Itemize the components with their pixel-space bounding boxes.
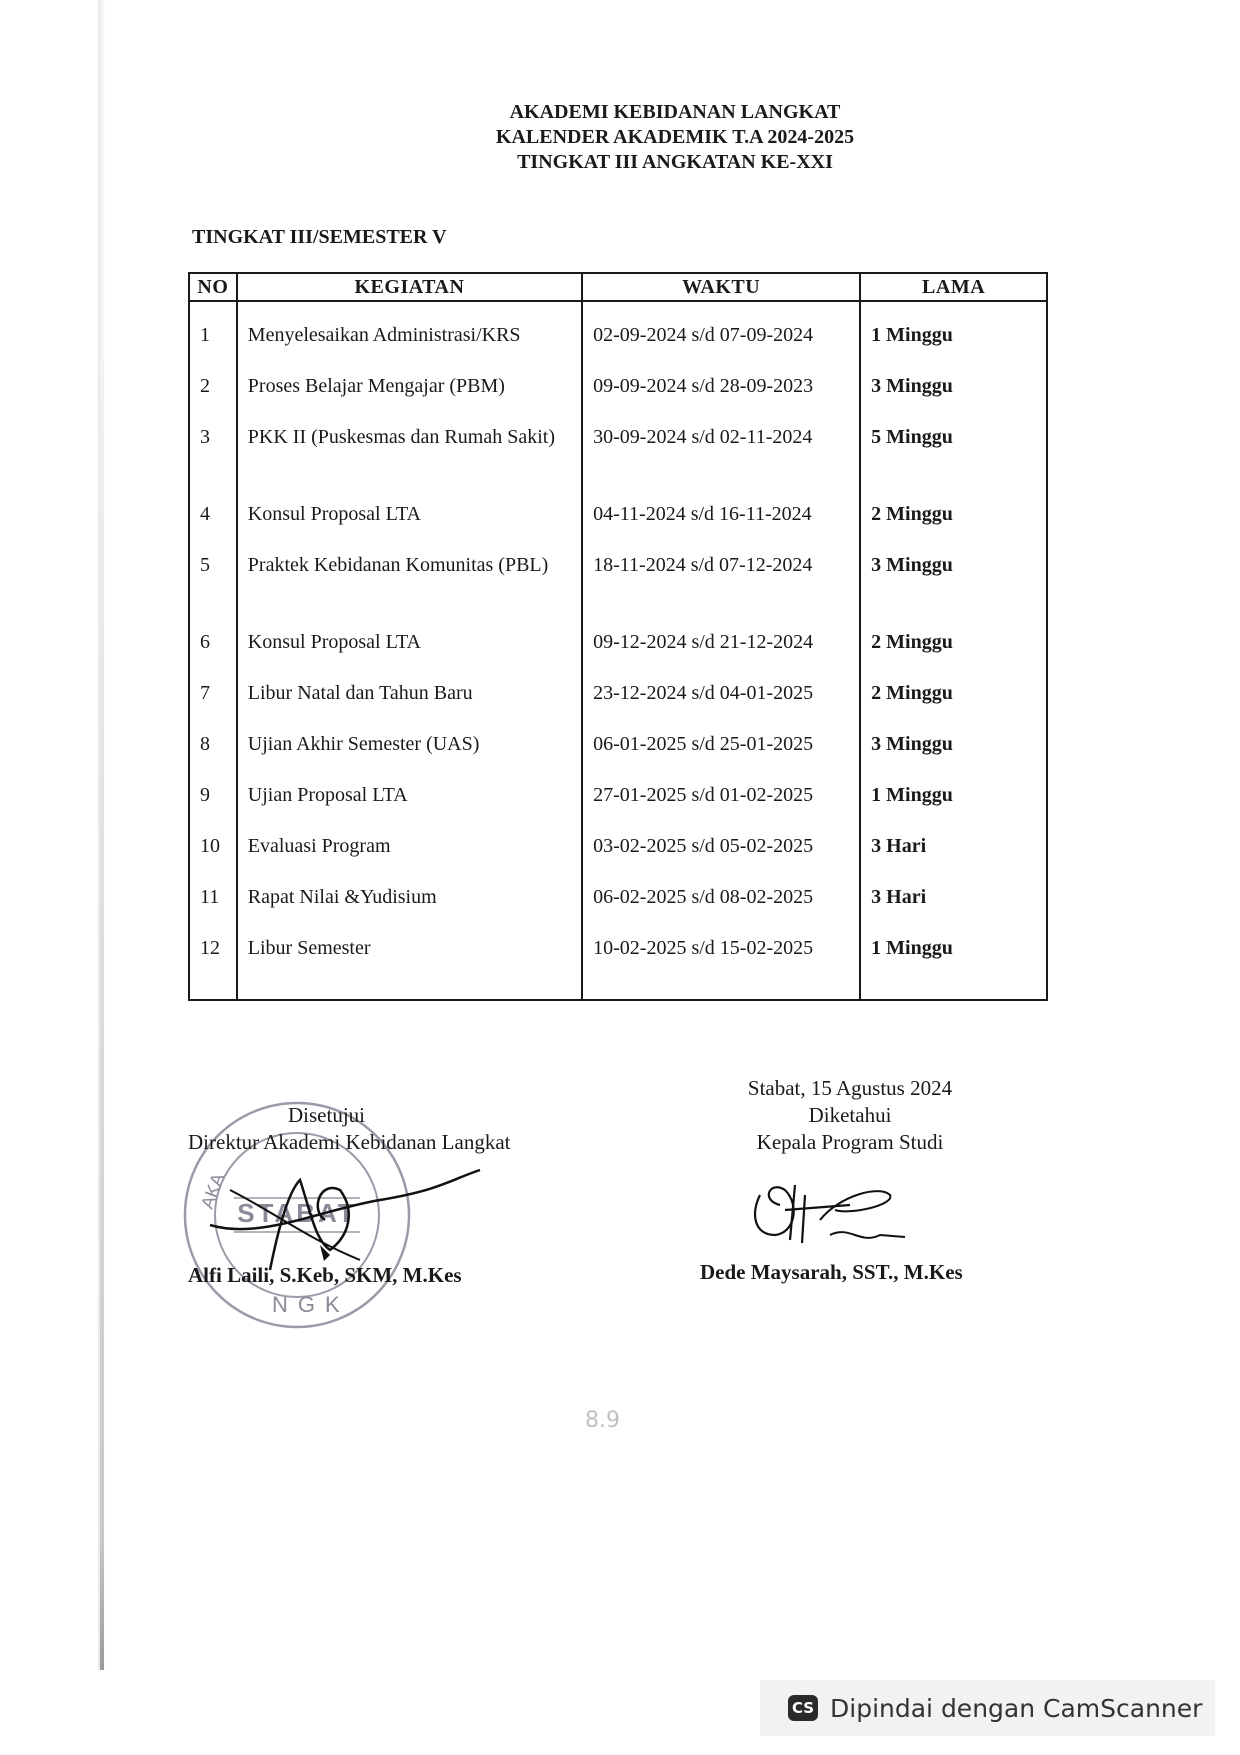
cell-kegiatan: Proses Belajar Mengajar (PBM)	[237, 373, 582, 424]
approver-title: Direktur Akademi Kebidanan Langkat	[188, 1130, 511, 1154]
cell-waktu: 30-09-2024 s/d 02-11-2024	[582, 424, 860, 501]
table-row	[189, 833, 1047, 884]
cell-no: 1	[189, 301, 237, 373]
cell-lama: 3 Minggu	[860, 731, 1047, 782]
cell-waktu: 18-11-2024 s/d 07-12-2024	[582, 552, 860, 629]
cell-waktu: 27-01-2025 s/d 01-02-2025	[582, 782, 860, 833]
column-header-waktu: WAKTU	[582, 273, 860, 301]
cell-lama: 2 Minggu	[860, 680, 1047, 731]
cell-no: 4	[189, 501, 237, 552]
table-row	[189, 301, 1047, 373]
document-header	[0, 100, 1240, 175]
table-row	[189, 501, 1047, 552]
approver-name: Alfi Laili, S.Keb, SKM, M.Kes	[188, 1263, 462, 1287]
cell-no: 9	[189, 782, 237, 833]
svg-text:AKA: AKA	[196, 1170, 229, 1212]
table-row	[189, 680, 1047, 731]
cell-kegiatan: Libur Natal dan Tahun Baru	[237, 680, 582, 731]
cell-kegiatan: Praktek Kebidanan Komunitas (PBL)	[237, 552, 582, 629]
scan-edge-shadow	[100, 360, 104, 1670]
acknowledgement-label: Diketahui	[808, 1103, 892, 1127]
cell-no: 10	[189, 833, 237, 884]
acknowledgement-block	[690, 1075, 1010, 1156]
cell-no: 7	[189, 680, 237, 731]
cell-waktu: 10-02-2025 s/d 15-02-2025	[582, 935, 860, 1000]
cell-kegiatan: Menyelesaikan Administrasi/KRS	[237, 301, 582, 373]
director-signature	[190, 1150, 490, 1280]
table-row	[189, 552, 1047, 629]
cell-waktu: 09-12-2024 s/d 21-12-2024	[582, 629, 860, 680]
cell-lama: 1 Minggu	[860, 782, 1047, 833]
cell-lama: 3 Hari	[860, 884, 1047, 935]
cell-lama: 1 Minggu	[860, 935, 1047, 1000]
cell-waktu: 06-01-2025 s/d 25-01-2025	[582, 731, 860, 782]
cell-no: 12	[189, 935, 237, 1000]
table-row	[189, 629, 1047, 680]
svg-text:NGK: NGK	[272, 1292, 350, 1317]
cohort-title: TINGKAT III ANGKATAN KE-XXI	[517, 151, 833, 173]
cell-lama: 5 Minggu	[860, 424, 1047, 501]
cell-kegiatan: Evaluasi Program	[237, 833, 582, 884]
cell-waktu: 09-09-2024 s/d 28-09-2023	[582, 373, 860, 424]
cell-no: 6	[189, 629, 237, 680]
cell-waktu: 04-11-2024 s/d 16-11-2024	[582, 501, 860, 552]
acknowledger-name: Dede Maysarah, SST., M.Kes	[700, 1260, 963, 1284]
academic-calendar-table	[188, 272, 1048, 1001]
svg-text:STABAT: STABAT	[237, 1198, 357, 1228]
acknowledger-title: Kepala Program Studi	[756, 1130, 944, 1154]
table-row	[189, 731, 1047, 782]
cell-kegiatan: Konsul Proposal LTA	[237, 501, 582, 552]
cell-kegiatan: Ujian Proposal LTA	[237, 782, 582, 833]
cell-kegiatan: Libur Semester	[237, 935, 582, 1000]
head-of-program-signature	[740, 1165, 910, 1265]
table-row	[189, 782, 1047, 833]
cell-waktu: 03-02-2025 s/d 05-02-2025	[582, 833, 860, 884]
column-header-kegiatan: KEGIATAN	[237, 273, 582, 301]
camscanner-footer	[760, 1680, 1215, 1736]
cell-kegiatan: Ujian Akhir Semester (UAS)	[237, 731, 582, 782]
cell-lama: 2 Minggu	[860, 629, 1047, 680]
cell-no: 2	[189, 373, 237, 424]
cell-no: 11	[189, 884, 237, 935]
table-row	[189, 373, 1047, 424]
institution-name: AKADEMI KEBIDANAN LANGKAT	[509, 101, 841, 123]
cell-no: 8	[189, 731, 237, 782]
camscanner-label: Dipindai dengan CamScanner	[830, 1693, 1203, 1723]
cell-waktu: 23-12-2024 s/d 04-01-2025	[582, 680, 860, 731]
table-header-row	[189, 273, 1047, 301]
semester-title: TINGKAT III/SEMESTER V	[192, 226, 447, 248]
cell-waktu: 02-09-2024 s/d 07-09-2024	[582, 301, 860, 373]
cell-kegiatan: PKK II (Puskesmas dan Rumah Sakit)	[237, 424, 582, 501]
pencil-mark: 8.9	[585, 1408, 620, 1433]
column-header-no: NO	[189, 273, 237, 301]
table-row	[189, 935, 1047, 1000]
cell-kegiatan: Konsul Proposal LTA	[237, 629, 582, 680]
cell-no: 3	[189, 424, 237, 501]
cell-no: 5	[189, 552, 237, 629]
cell-lama: 3 Minggu	[860, 552, 1047, 629]
cell-waktu: 06-02-2025 s/d 08-02-2025	[582, 884, 860, 935]
place-date: Stabat, 15 Agustus 2024	[747, 1076, 953, 1100]
cell-lama: 1 Minggu	[860, 301, 1047, 373]
table-row	[189, 424, 1047, 501]
camscanner-icon: CS	[788, 1695, 818, 1721]
column-header-lama: LAMA	[860, 273, 1047, 301]
approval-label: Disetujui	[288, 1103, 365, 1127]
cell-kegiatan: Rapat Nilai &Yudisium	[237, 884, 582, 935]
cell-lama: 2 Minggu	[860, 501, 1047, 552]
cell-lama: 3 Minggu	[860, 373, 1047, 424]
table-row	[189, 884, 1047, 935]
cell-lama: 3 Hari	[860, 833, 1047, 884]
approval-block	[188, 1102, 588, 1156]
calendar-title: KALENDER AKADEMIK T.A 2024-2025	[495, 126, 855, 148]
